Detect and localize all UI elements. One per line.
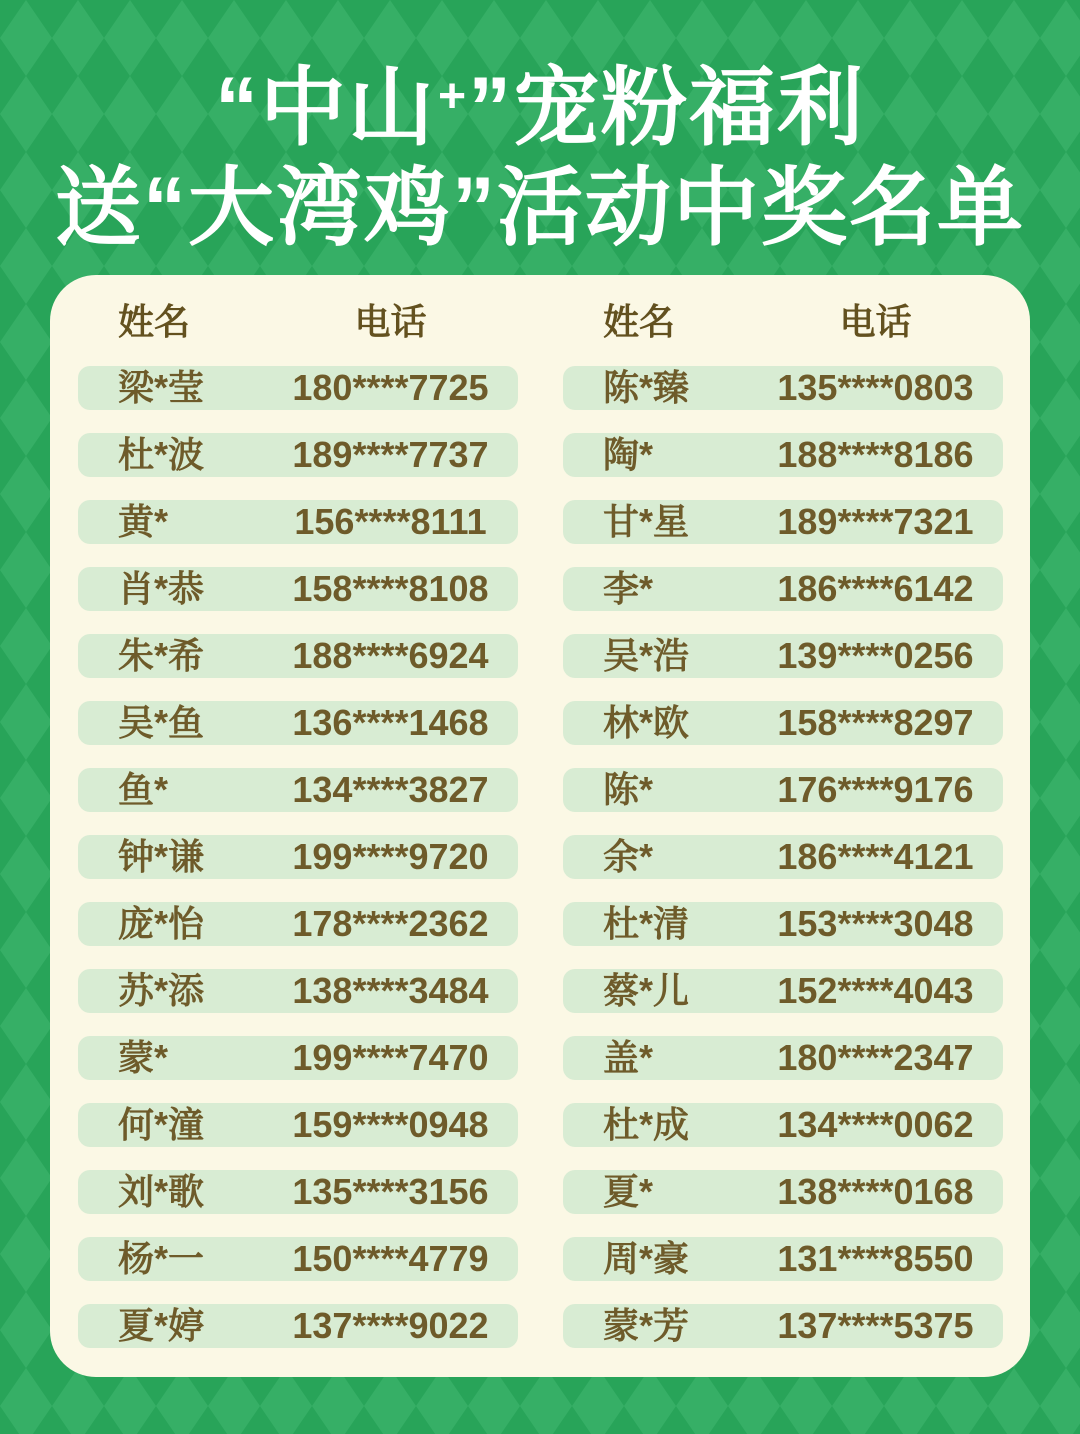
winner-row (563, 1036, 1003, 1080)
winner-row (563, 701, 1003, 745)
winner-phone: 153****3048 (777, 903, 974, 944)
winner-phone: 139****0256 (777, 635, 974, 676)
winner-name: 梁*莹 (118, 367, 205, 408)
winner-phone: 188****8186 (777, 434, 974, 475)
winner-name: 周*豪 (603, 1238, 690, 1279)
winner-row (78, 768, 518, 812)
winner-phone: 189****7737 (292, 434, 489, 475)
winner-name: 陶* (603, 434, 654, 475)
winner-row (78, 701, 518, 745)
winner-phone: 199****9720 (292, 836, 489, 877)
winner-name: 蔡*儿 (603, 970, 690, 1011)
winner-row (563, 969, 1003, 1013)
winner-phone: 134****0062 (777, 1104, 974, 1145)
winner-name: 庞*怡 (118, 903, 205, 944)
winner-phone: 156****8111 (294, 501, 487, 542)
winner-row (78, 433, 518, 477)
column-header-phone: 电话 (839, 300, 912, 342)
title-line1-prefix: “中山 (214, 60, 436, 157)
winner-name: 杜*成 (603, 1104, 690, 1145)
title-plus-superscript: + (437, 69, 467, 123)
winner-row (78, 366, 518, 410)
winners-card (50, 275, 1030, 1377)
winners-column-right (563, 275, 1003, 1377)
winner-phone: 134****3827 (292, 769, 489, 810)
winner-name: 肖*恭 (118, 568, 205, 609)
winner-phone: 138****0168 (777, 1171, 974, 1212)
winner-phone: 188****6924 (292, 635, 489, 676)
winner-name: 甘*星 (603, 501, 690, 542)
winner-name: 蒙*芳 (603, 1305, 690, 1346)
winner-name: 陈*臻 (603, 367, 690, 408)
winners-column-left (78, 275, 518, 1377)
winner-phone: 189****7321 (777, 501, 974, 542)
winner-row (78, 500, 518, 544)
winner-phone: 136****1468 (292, 702, 489, 743)
column-header-name: 姓名 (118, 300, 191, 342)
winner-phone: 152****4043 (777, 970, 974, 1011)
title-line1-suffix: ”宠粉福利 (468, 60, 866, 157)
winner-phone: 135****0803 (777, 367, 974, 408)
winner-row (563, 1304, 1003, 1348)
winner-name: 朱*希 (118, 635, 205, 676)
winner-name: 盖* (603, 1037, 654, 1078)
winner-row (563, 366, 1003, 410)
winner-rows-left (78, 366, 518, 1348)
winner-row (563, 1170, 1003, 1214)
winner-phone: 138****3484 (292, 970, 489, 1011)
winner-row (563, 567, 1003, 611)
winner-name: 李* (603, 568, 654, 609)
winner-row (78, 1103, 518, 1147)
poster-title (0, 46, 1080, 258)
winner-phone: 178****2362 (292, 903, 489, 944)
winner-phone: 137****9022 (292, 1305, 489, 1346)
winner-name: 苏*添 (118, 970, 205, 1011)
winner-row (563, 1237, 1003, 1281)
winner-phone: 199****7470 (292, 1037, 489, 1078)
winner-row (78, 1237, 518, 1281)
winner-name: 蒙* (118, 1037, 169, 1078)
winner-row (78, 567, 518, 611)
winner-name: 刘*歌 (118, 1171, 205, 1212)
winner-name: 余* (603, 836, 654, 877)
winner-name: 钟*谦 (118, 836, 205, 877)
winner-row (563, 768, 1003, 812)
winner-row (563, 433, 1003, 477)
winner-name: 陈* (603, 769, 654, 810)
winner-name: 何*潼 (118, 1104, 205, 1145)
winner-row (78, 634, 518, 678)
winner-phone: 158****8297 (777, 702, 974, 743)
winner-name: 鱼* (118, 769, 169, 810)
winner-name: 林*欧 (603, 702, 690, 743)
winner-row (563, 835, 1003, 879)
winner-phone: 137****5375 (777, 1305, 974, 1346)
winner-name: 杜*波 (118, 434, 205, 475)
winner-row (78, 835, 518, 879)
winner-phone: 158****8108 (292, 568, 489, 609)
winner-name: 夏* (603, 1171, 654, 1212)
winner-row (563, 500, 1003, 544)
winner-phone: 150****4779 (292, 1238, 489, 1279)
winner-name: 吴*鱼 (118, 702, 205, 743)
winner-phone: 186****6142 (777, 568, 974, 609)
winner-phone: 180****2347 (777, 1037, 974, 1078)
winner-phone: 176****9176 (777, 769, 974, 810)
winner-row (78, 1036, 518, 1080)
winner-name: 杨*一 (118, 1238, 205, 1279)
title-line-1 (0, 46, 1080, 158)
winner-row (78, 969, 518, 1013)
winner-name: 夏*婷 (118, 1305, 205, 1346)
column-header-phone: 电话 (354, 300, 427, 342)
winner-row (78, 902, 518, 946)
winner-phone: 131****8550 (777, 1238, 974, 1279)
column-header-left (78, 275, 518, 363)
title-line-2: 送“大湾鸡”活动中奖名单 (55, 160, 1025, 257)
winner-phone: 180****7725 (292, 367, 489, 408)
winner-row (78, 1304, 518, 1348)
winner-row (563, 634, 1003, 678)
winner-name: 杜*清 (603, 903, 690, 944)
winner-phone: 186****4121 (777, 836, 974, 877)
column-header-right (563, 275, 1003, 363)
column-header-name: 姓名 (603, 300, 676, 342)
winner-phone: 135****3156 (292, 1171, 489, 1212)
winner-name: 吴*浩 (603, 635, 690, 676)
winner-row (563, 902, 1003, 946)
winner-row (78, 1170, 518, 1214)
winner-phone: 159****0948 (292, 1104, 489, 1145)
winner-rows-right (563, 366, 1003, 1348)
winner-row (563, 1103, 1003, 1147)
winner-name: 黄* (118, 501, 169, 542)
